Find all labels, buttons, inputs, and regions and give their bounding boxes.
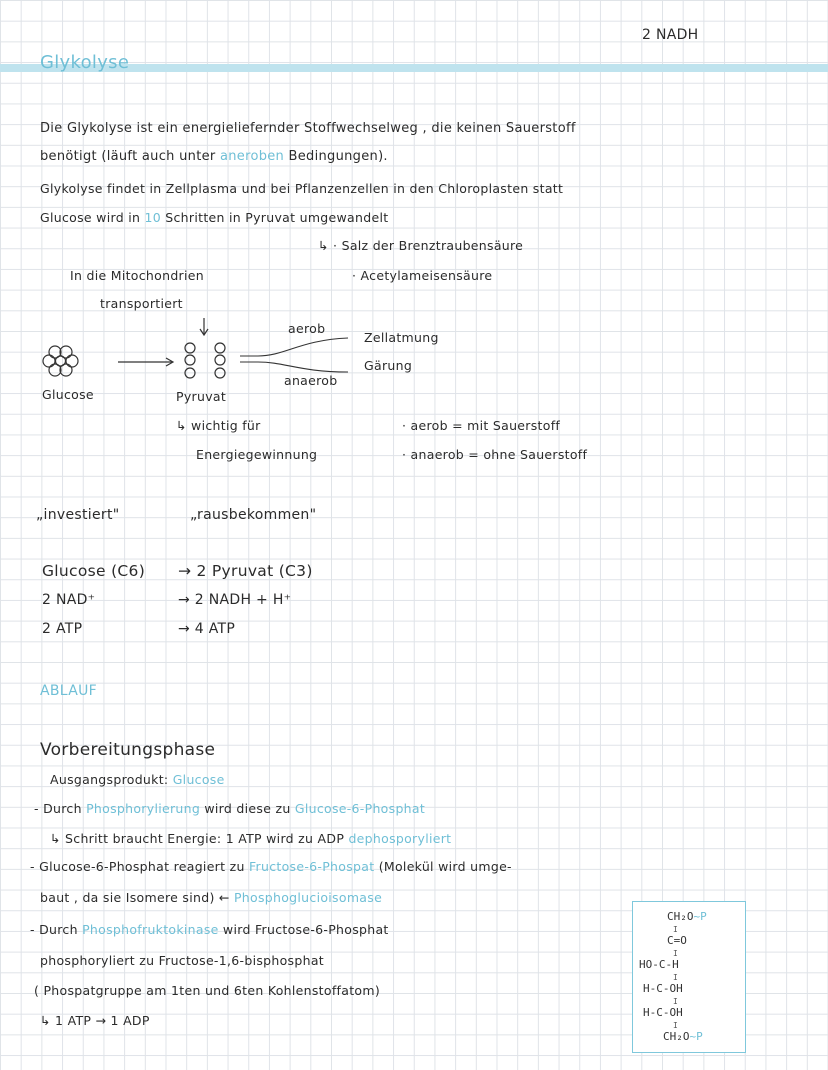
- definition-aerob: · aerob = mit Sauerstoff: [402, 418, 561, 433]
- intro-line-4-a: Glucose wird in: [40, 210, 145, 225]
- intro-note-1: ↳ · Salz der Brenztraubensäure: [318, 238, 524, 253]
- balance-row-1-right: → 2 Pyruvat (C3): [178, 562, 313, 580]
- balance-row-1-left: Glucose (C6): [42, 562, 146, 580]
- formula-line-1: [667, 910, 707, 923]
- highlight-phosphoglucioisomase: Phosphoglucioisomase: [233, 890, 383, 905]
- step-5-b: wird Fructose-6-Phosphat: [218, 922, 389, 937]
- highlight-glucose-6-phosphat: Glucose-6-Phosphat: [294, 801, 426, 816]
- balance-row-3-left: 2 ATP: [42, 621, 83, 637]
- step-line-7: ( Phospatgruppe am 1ten und 6ten Kohlenstoffatom): [34, 983, 380, 998]
- step-line-4: [40, 890, 382, 905]
- step-line-2: [50, 831, 451, 846]
- ablauf-heading: ABLAUF: [40, 683, 97, 699]
- ausgangsprodukt-a: Ausgangsprodukt:: [50, 772, 173, 787]
- down-arrow-icon: [200, 318, 208, 335]
- glucose-label: Glucose: [42, 387, 94, 402]
- formula-line-2: C=O: [667, 934, 687, 947]
- anaerob-label: anaerob: [284, 373, 338, 388]
- formula-line-3: HO-C-H: [639, 958, 679, 971]
- phase-heading: Vorbereitungsphase: [40, 740, 216, 760]
- mito-label-2: transportiert: [100, 296, 183, 311]
- corner-note: 2 NADH: [642, 27, 699, 43]
- investiert-label: „investiert": [36, 507, 120, 523]
- wichtig-line-1: ↳ wichtig für: [176, 418, 261, 433]
- formula-phosphate-bottom: ~P: [689, 1030, 703, 1043]
- step-line-5: [30, 922, 389, 937]
- intro-line-1: Die Glykolyse ist ein energieliefernder Stoffwechselweg , die keinen Sauerstoff: [40, 121, 576, 136]
- arrow-right-icon: [118, 358, 173, 366]
- formula-line-5: H-C-OH: [643, 1006, 683, 1019]
- gaerung-label: Gärung: [364, 358, 413, 373]
- fructose-bisphosphat-formula: [632, 901, 746, 1053]
- intro-line-2-a: benötigt (läuft auch unter: [40, 149, 220, 164]
- highlight-fructose-6-phospat: Fructose-6-Phospat: [248, 859, 375, 874]
- balance-row-3-right: → 4 ATP: [178, 621, 236, 637]
- ausgangsprodukt-line: [50, 772, 225, 787]
- formula-phosphate-top: ~P: [693, 910, 707, 923]
- step-1-a: - Durch: [34, 801, 87, 816]
- formula-bond-1: I: [673, 925, 678, 934]
- step-3-b: (Molekül wird umge-: [374, 859, 512, 874]
- split-lines: [240, 338, 348, 372]
- step-line-8: ↳ 1 ATP → 1 ADP: [40, 1013, 150, 1028]
- balance-row-2-right: → 2 NADH + H⁺: [178, 592, 292, 608]
- intro-line-4-b: Schritten in Pyruvat umgewandelt: [161, 210, 389, 225]
- pyruvat-label: Pyruvat: [176, 389, 227, 404]
- highlight-aneroben: aneroben: [219, 149, 285, 164]
- formula-line-1-a: CH₂O: [667, 910, 694, 923]
- highlight-phosphofruktokinase: Phosphofruktokinase: [82, 922, 219, 937]
- formula-bond-2: I: [673, 949, 678, 958]
- aerob-label: aerob: [288, 321, 326, 336]
- pyruvat-molecule-icon: [185, 343, 225, 378]
- step-line-6: phosphoryliert zu Fructose-1,6-bisphosphat: [40, 953, 324, 968]
- rausbekommen-label: „rausbekommen": [190, 507, 317, 523]
- highlight-dephosporyliert: dephosporyliert: [348, 831, 452, 846]
- highlight-phosphorylierung: Phosphorylierung: [86, 801, 201, 816]
- step-3-a: - Glucose-6-Phosphat reagiert zu: [30, 859, 249, 874]
- intro-line-2-b: Bedingungen).: [284, 149, 388, 164]
- highlight-glucose: Glucose: [172, 772, 225, 787]
- step-4-a: baut , da sie Isomere sind) ←: [40, 890, 234, 905]
- glucose-molecule-icon: [43, 346, 78, 376]
- intro-note-2: · Acetylameisensäure: [352, 268, 493, 283]
- step-1-b: wird diese zu: [200, 801, 295, 816]
- formula-line-6: [663, 1030, 703, 1043]
- step-line-3: [30, 859, 512, 874]
- formula-bond-5: I: [673, 1021, 678, 1030]
- formula-bond-3: I: [673, 973, 678, 982]
- step-2-a: ↳ Schritt braucht Energie: 1 ATP wird zu ADP: [50, 831, 349, 846]
- step-5-a: - Durch: [30, 922, 83, 937]
- zellatmung-label: Zellatmung: [364, 330, 439, 345]
- definition-anaerob: · anaerob = ohne Sauerstoff: [402, 447, 588, 462]
- formula-line-4: H-C-OH: [643, 982, 683, 995]
- formula-line-6-a: CH₂O: [663, 1030, 690, 1043]
- step-line-1: [34, 801, 425, 816]
- formula-bond-4: I: [673, 997, 678, 1006]
- intro-line-3: Glykolyse findet in Zellplasma und bei Pflanzenzellen in den Chloroplasten statt: [40, 181, 564, 196]
- balance-row-2-left: 2 NAD⁺: [42, 592, 96, 608]
- highlight-ten: 10: [144, 210, 161, 225]
- wichtig-line-2: Energiegewinnung: [196, 447, 318, 462]
- page-title: Glykolyse: [40, 52, 130, 73]
- mito-label-1: In die Mitochondrien: [70, 268, 204, 283]
